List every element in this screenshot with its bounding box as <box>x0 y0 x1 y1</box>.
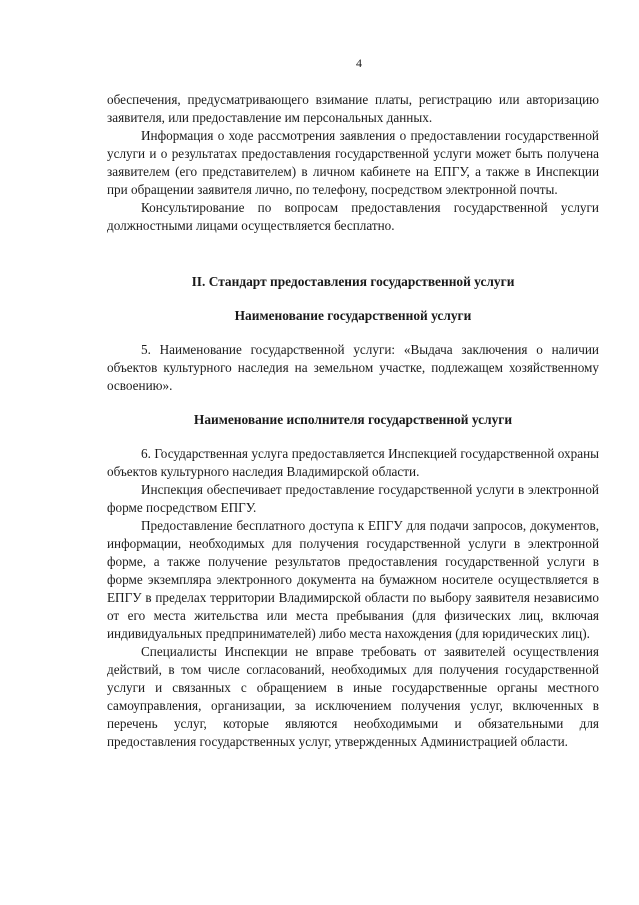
service-name-paragraph: 5. Наименование государственной услуги: «Выдача заключения о наличии объектов культурного наследия на земельном участке, подлежащем хозяйственному освоению». <box>107 342 599 393</box>
executor-paragraph: Предоставление бесплатного доступа к ЕПГУ для подачи запросов, документов, информации, необходимых для получения государственной услуги в электронной форме, а также получение результатов предоставления государственной услуги в форме экземпляра электронного документа на бумажном носителе осуществляется в ЕПГУ в пределах территории Владимирской области по выбору заявителя независимо от его места жительства или места пребывания (для физических лиц, включая индивидуальных предпринимателей) либо места нахождения (для юридических лиц). <box>107 518 599 641</box>
page-number: 4 <box>356 56 362 70</box>
executor-paragraph: Специалисты Инспекции не вправе требовать от заявителей осуществления действий, в том числе согласований, необходимых для получения государственной услуги и связанных с обращением в иные государственные органы местного самоуправления, организации, за исключением получения услуг, включенных в перечень услуг, которые являются необходимыми и обязательными для предоставления государственных услуг, утвержденных Администрацией области. <box>107 644 599 749</box>
executor-paragraph: 6. Государственная услуга предоставляется Инспекцией государственной охраны объектов культурного наследия Владимирской области. <box>107 446 599 479</box>
spacer <box>107 325 599 341</box>
spacer <box>107 235 599 257</box>
spacer <box>107 291 599 307</box>
spacer <box>107 429 599 445</box>
intro-paragraph: Консультирование по вопросам предоставления государственной услуги должностными лицами осуществляется бесплатно. <box>107 200 599 233</box>
intro-paragraph: обеспечения, предусматривающего взимание платы, регистрацию или авторизацию заявителя, или предоставление им персональных данных. <box>107 92 599 125</box>
subheading-service-name: Наименование государственной услуги <box>234 308 472 323</box>
executor-paragraph: Инспекция обеспечивает предоставление государственной услуги в электронной форме посредством ЕПГУ. <box>107 482 599 515</box>
spacer <box>107 395 599 411</box>
intro-paragraph: Информация о ходе рассмотрения заявления о предоставлении государственной услуги и о результатах предоставления государственной услуги может быть получена заявителем (его представителем) в личном кабинете на ЕПГУ, а также в Инспекции при обращении заявителя лично, по телефону, посредством электронной почты. <box>107 128 599 197</box>
spacer <box>107 257 599 273</box>
section-heading: II. Стандарт предоставления государственной услуги <box>191 274 515 289</box>
subheading-executor: Наименование исполнителя государственной услуги <box>193 412 513 427</box>
